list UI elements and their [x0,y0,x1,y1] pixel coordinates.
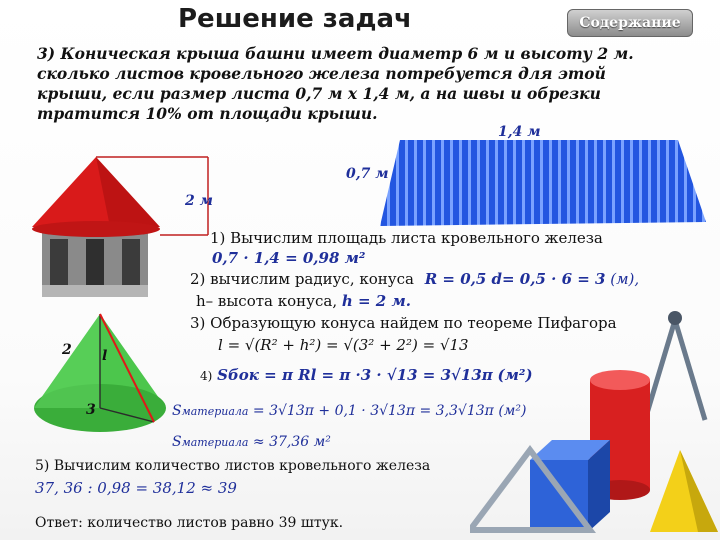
cube-front [530,460,588,532]
step4-calc: Sбок = π Rl = π ·3 · √13 = 3√13π [217,366,493,384]
step1-calc: 0,7 · 1,4 = 0,98 м² [212,249,366,267]
tower-ledge [42,285,148,297]
cone-illustration [30,310,190,440]
cylinder-top [590,370,650,390]
contents-button[interactable]: Содержание [567,9,693,37]
s-material-1-sub: материала [181,405,249,418]
roof-height-label: 2 м [185,193,213,209]
tower-window [86,239,104,287]
problem-statement: 3) Коническая крыша башни имеет диаметр 6 м и высоту 2 м. сколько листов кровельного железа потребуется для этой крыши, если размер листа 0,7 м х 1,4 м, а на швы и обрезки тратится 10% от площади крыши. [37,44,634,123]
cone-slant-label: l [102,348,108,364]
roofing-sheet-illustration [378,136,708,228]
compass-hinge [668,311,682,325]
step5-text: 5) Вычислим количество листов кровельного железа [35,458,431,474]
s-material-line-2 [172,433,331,452]
s-material-2-value: ≈ 37,36 м² [252,434,331,450]
tower-roof-rim [32,221,160,237]
s-material-2-sub: материала [181,436,249,449]
tower-window [50,239,68,287]
answer-text: Ответ: количество листов равно 39 штук. [35,515,344,531]
s-material-1-label: S [172,403,182,419]
s-material-2-label: S [172,434,182,450]
step4-line [200,366,533,385]
step2-h-prefix: h– высота конуса, [196,292,338,310]
step2-line [190,270,639,288]
step2-h: h = 2 м. [341,292,411,310]
step4-unit: (м²) [497,366,533,384]
compass-leg [675,320,705,420]
step5-calc: 37, 36 : 0,98 = 38,12 ≈ 39 [35,479,237,497]
page-title: Решение задач [178,4,412,34]
step3-formula: l = √(R² + h²) = √(3² + 2²) = √13 [218,336,469,354]
step3-text: 3) Образующую конуса найдем по теореме Пифагора [190,314,617,332]
step2-height-line [196,292,411,310]
sheet-width-label: 0,7 м [346,166,389,182]
cone-height-label: 2 [62,342,72,358]
step1-text: 1) Вычислим площадь листа кровельного железа [210,229,603,247]
step2-text: 2) вычислим радиус, конуса [190,270,414,288]
step4-prefix: 4) [200,369,213,383]
cone-radius-label: 3 [86,402,96,418]
roofing-sheet [380,140,706,226]
s-material-line-1 [172,402,526,421]
step2-unit: (м), [610,270,640,288]
tower-window [122,239,140,287]
s-material-1-value: = 3√13π + 0,1 · 3√13π = 3,3√13π (м²) [252,403,527,419]
step2-calc: R = 0,5 d= 0,5 · 6 = 3 [424,270,606,288]
sheet-length-label: 1,4 м [498,124,541,140]
